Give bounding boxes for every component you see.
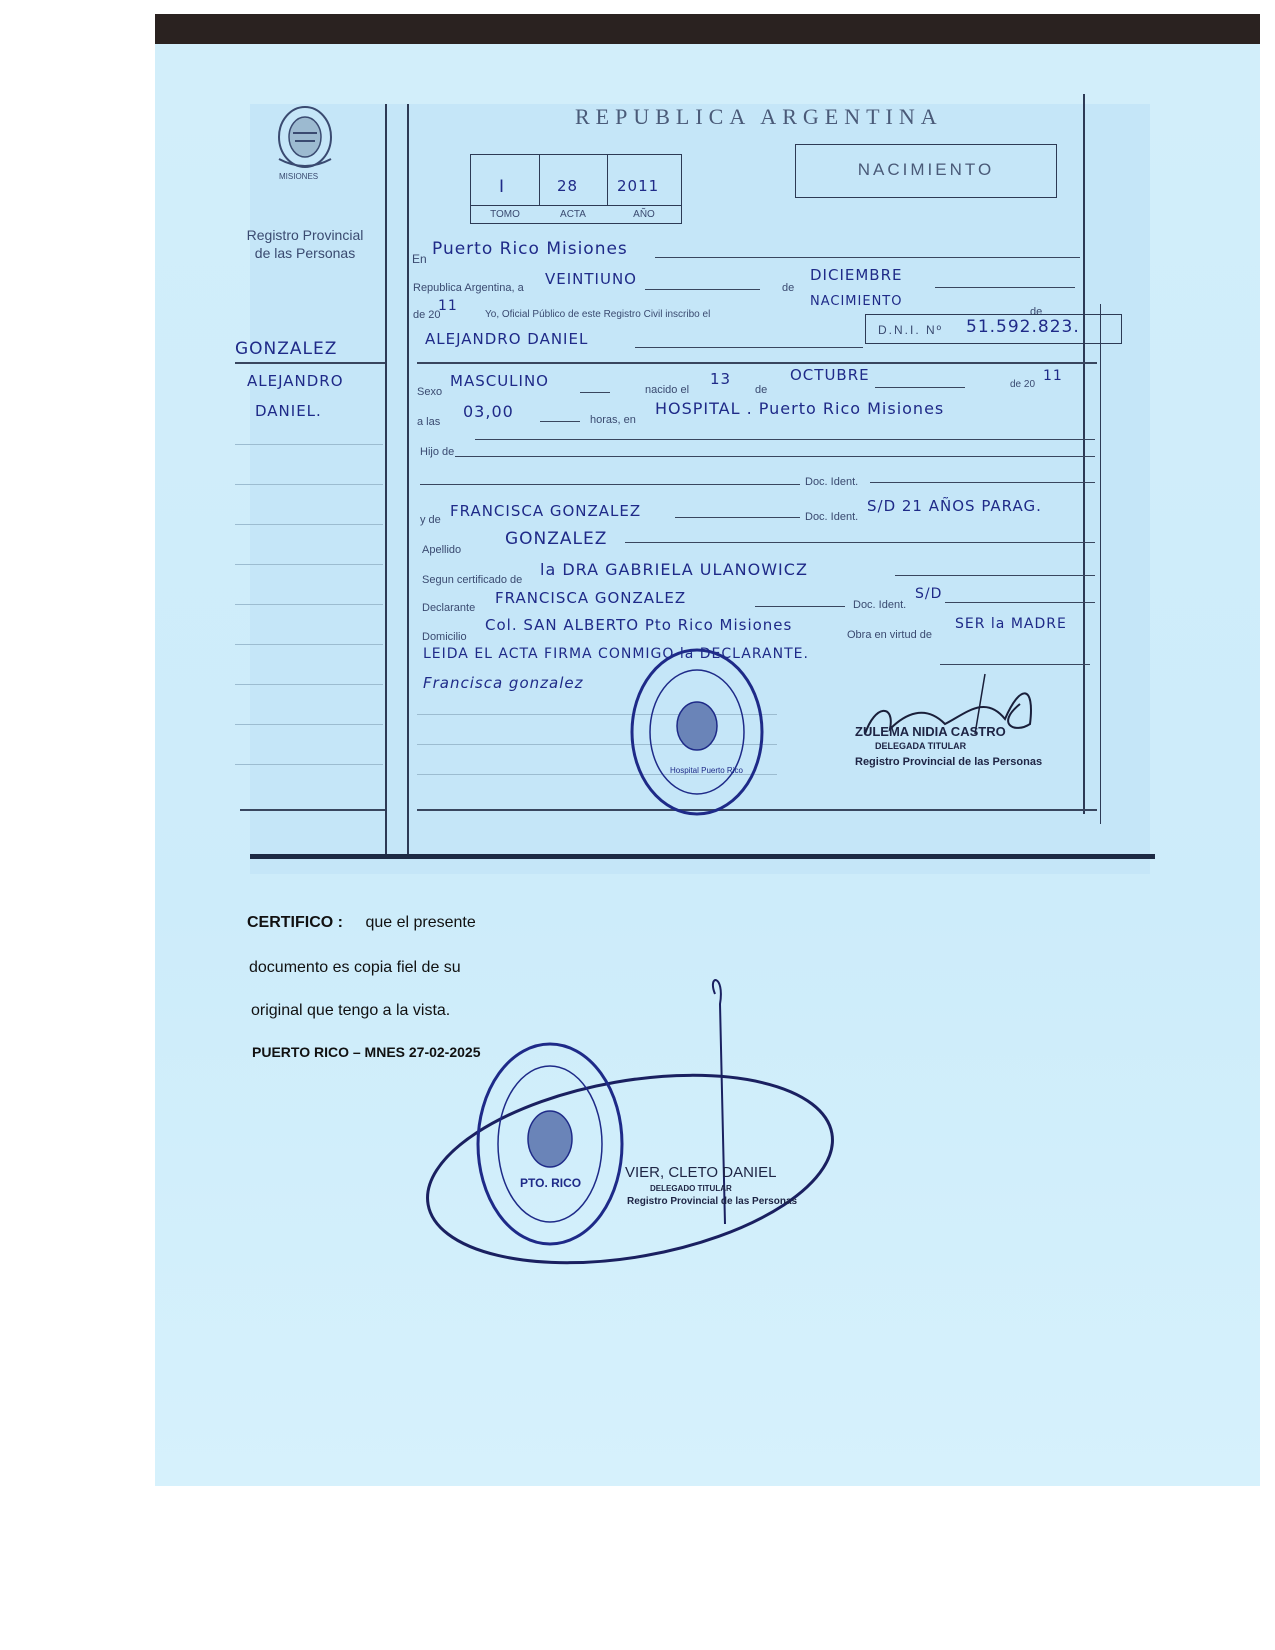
- registry-label: [230, 226, 380, 262]
- field-child-name: ALEJANDRO DANIEL: [425, 330, 589, 348]
- label-de-dia: de: [755, 384, 768, 396]
- label-horas-en: horas, en: [590, 414, 636, 426]
- certification-signer-title: DELEGADO TITULAR: [650, 1184, 732, 1193]
- margin-name-2: DANIEL.: [255, 402, 322, 420]
- field-place: Puerto Rico Misiones: [432, 239, 628, 259]
- ano-cell: [607, 155, 681, 205]
- officer-office: Registro Provincial de las Personas: [855, 756, 1043, 768]
- tomo-value: I: [499, 177, 506, 197]
- acta-label: ACTA: [539, 205, 607, 224]
- line-segun: [895, 575, 1095, 576]
- line-doc-3: [945, 602, 1095, 603]
- field-sex: MASCULINO: [450, 372, 549, 390]
- margin-ruled-line: [235, 524, 383, 525]
- certification-line1: [247, 914, 476, 932]
- field-certificate-by: la DRA GABRIELA ULANOWICZ: [540, 560, 808, 579]
- field-declarant-doc: S/D: [915, 586, 943, 602]
- line-birth-month: [875, 387, 965, 388]
- declarant-signature: Francisca gonzalez: [423, 674, 584, 692]
- label-de-inscribe: de: [1030, 306, 1043, 318]
- field-dni: 51.592.823.: [966, 317, 1080, 337]
- margin-name-1: ALEJANDRO: [247, 372, 344, 390]
- label-doc-ident-1: Doc. Ident.: [805, 476, 859, 488]
- certification-seal-icon: [425, 944, 855, 1274]
- paper-sheet: [155, 44, 1260, 1486]
- label-de-mes: de: [782, 282, 795, 294]
- label-hijo-de: Hijo de: [420, 446, 455, 458]
- label-segun: Segun certificado de: [422, 574, 523, 586]
- field-surname: GONZALEZ: [505, 529, 608, 549]
- margin-ruled-line: [235, 484, 383, 485]
- certification-seal-inner: PTO. RICO: [520, 1176, 582, 1190]
- field-declarant: FRANCISCA GONZALEZ: [495, 589, 687, 607]
- margin-surname: GONZALEZ: [235, 339, 338, 359]
- line-declarant: [755, 606, 845, 607]
- label-a-las: a las: [417, 416, 441, 428]
- margin-ruled-line: [235, 764, 383, 765]
- certification-line3: original que tengo a la vista.: [251, 1002, 451, 1019]
- certification-signer-office: Registro Provincial de las Personas: [627, 1196, 798, 1207]
- field-address: Col. SAN ALBERTO Pto Rico Misiones: [485, 616, 793, 634]
- field-birth-place: HOSPITAL . Puerto Rico Misiones: [655, 399, 945, 418]
- officer-title: DELEGADA TITULAR: [875, 741, 967, 751]
- acta-value: 28: [557, 177, 579, 195]
- line-place: [655, 257, 1080, 258]
- label-doc-ident-2: Doc. Ident.: [805, 511, 859, 523]
- officer-name: ZULEMA NIDIA CASTRO: [855, 724, 1006, 739]
- margin-ruled-line: [235, 604, 383, 605]
- field-year-suffix: 11: [438, 298, 458, 314]
- record-type-box: NACIMIENTO: [795, 144, 1057, 198]
- label-dni: D.N.I. Nº: [878, 323, 944, 337]
- margin-ruled-line: [235, 444, 383, 445]
- certificate-bottom-edge: [250, 854, 1155, 859]
- coat-of-arms-icon: [265, 99, 345, 179]
- seal-inner-text: Hospital Puerto Rico: [670, 766, 743, 775]
- margin-bottom-rule: [240, 809, 385, 811]
- label-en: En: [412, 252, 427, 266]
- label-de-ano: de 20: [413, 309, 441, 321]
- line-day: [645, 289, 760, 290]
- field-record-kind: NACIMIENTO: [810, 294, 903, 309]
- label-declarante: Declarante: [422, 602, 476, 614]
- certification-line2: documento es copia fiel de su: [249, 959, 461, 976]
- label-de-20: de 20: [1010, 379, 1036, 390]
- label-republica: Republica Argentina, a: [413, 282, 524, 294]
- line-sex: [580, 392, 610, 393]
- margin-underline: [235, 362, 385, 364]
- registry-seal-icon: [625, 644, 770, 819]
- certification-line1-text: que el presente: [365, 914, 476, 931]
- certification-label: CERTIFICO :: [247, 914, 343, 931]
- label-nacido: nacido el: [645, 384, 690, 396]
- label-apellido: Apellido: [422, 544, 462, 556]
- ano-label: AÑO: [607, 205, 681, 224]
- line-time: [540, 421, 580, 422]
- coat-of-arms-text: MISIONES: [279, 172, 319, 181]
- label-sexo: Sexo: [417, 386, 443, 398]
- field-birth-month: OCTUBRE: [790, 366, 870, 384]
- label-y-de: y de: [420, 514, 441, 526]
- tomo-label: TOMO: [471, 205, 539, 224]
- margin-ruled-line: [235, 724, 383, 725]
- label-obra: Obra en virtud de: [847, 629, 932, 641]
- certification-place-date: PUERTO RICO – MNES 27-02-2025: [252, 1044, 481, 1060]
- margin-rule: [385, 104, 387, 854]
- line-surname: [625, 542, 1095, 543]
- margin-rule-2: [407, 104, 409, 854]
- section-rule: [417, 362, 1097, 364]
- tomo-cell: [471, 155, 540, 205]
- right-rule-2: [1100, 304, 1101, 824]
- margin-ruled-line: [235, 684, 383, 685]
- field-closing: LEIDA EL ACTA FIRMA CONMIGO la DECLARANTE.: [423, 646, 809, 662]
- field-mother-doc: S/D 21 AÑOS PARAG.: [867, 497, 1042, 515]
- ano-value: 2011: [617, 177, 660, 195]
- field-day-words: VEINTIUNO: [545, 270, 637, 288]
- margin-ruled-line: [235, 644, 383, 645]
- right-rule: [1083, 94, 1085, 814]
- label-oficial: Yo, Oficial Público de este Registro Civil inscribo el: [485, 309, 711, 320]
- label-domicilio: Domicilio: [422, 631, 467, 643]
- document-photo: [155, 14, 1260, 1486]
- margin-ruled-line: [235, 564, 383, 565]
- field-birth-year: 11: [1043, 368, 1063, 384]
- field-month: DICIEMBRE: [810, 266, 903, 284]
- country-title: REPUBLICA ARGENTINA: [575, 104, 943, 129]
- registry-label-line1: Registro Provincial: [246, 227, 364, 243]
- line-hijo-1: [475, 439, 1095, 440]
- line-doc-1: [870, 482, 1095, 483]
- line-hijo-2: [455, 456, 1095, 457]
- line-name: [635, 347, 863, 348]
- field-mother: FRANCISCA GONZALEZ: [450, 502, 642, 520]
- certification-signer-name: VIER, CLETO DANIEL: [625, 1164, 777, 1181]
- field-time: 03,00: [463, 402, 514, 421]
- acta-cell: [539, 155, 608, 205]
- line-mother: [675, 517, 800, 518]
- dni-box: [865, 314, 1122, 344]
- book-box: [470, 154, 682, 224]
- line-father: [420, 484, 800, 485]
- label-doc-ident-3: Doc. Ident.: [853, 599, 907, 611]
- field-acting-as: SER la MADRE: [955, 616, 1067, 632]
- field-birth-day: 13: [710, 370, 732, 388]
- line-month: [935, 287, 1075, 288]
- registry-label-line2: de las Personas: [254, 245, 356, 261]
